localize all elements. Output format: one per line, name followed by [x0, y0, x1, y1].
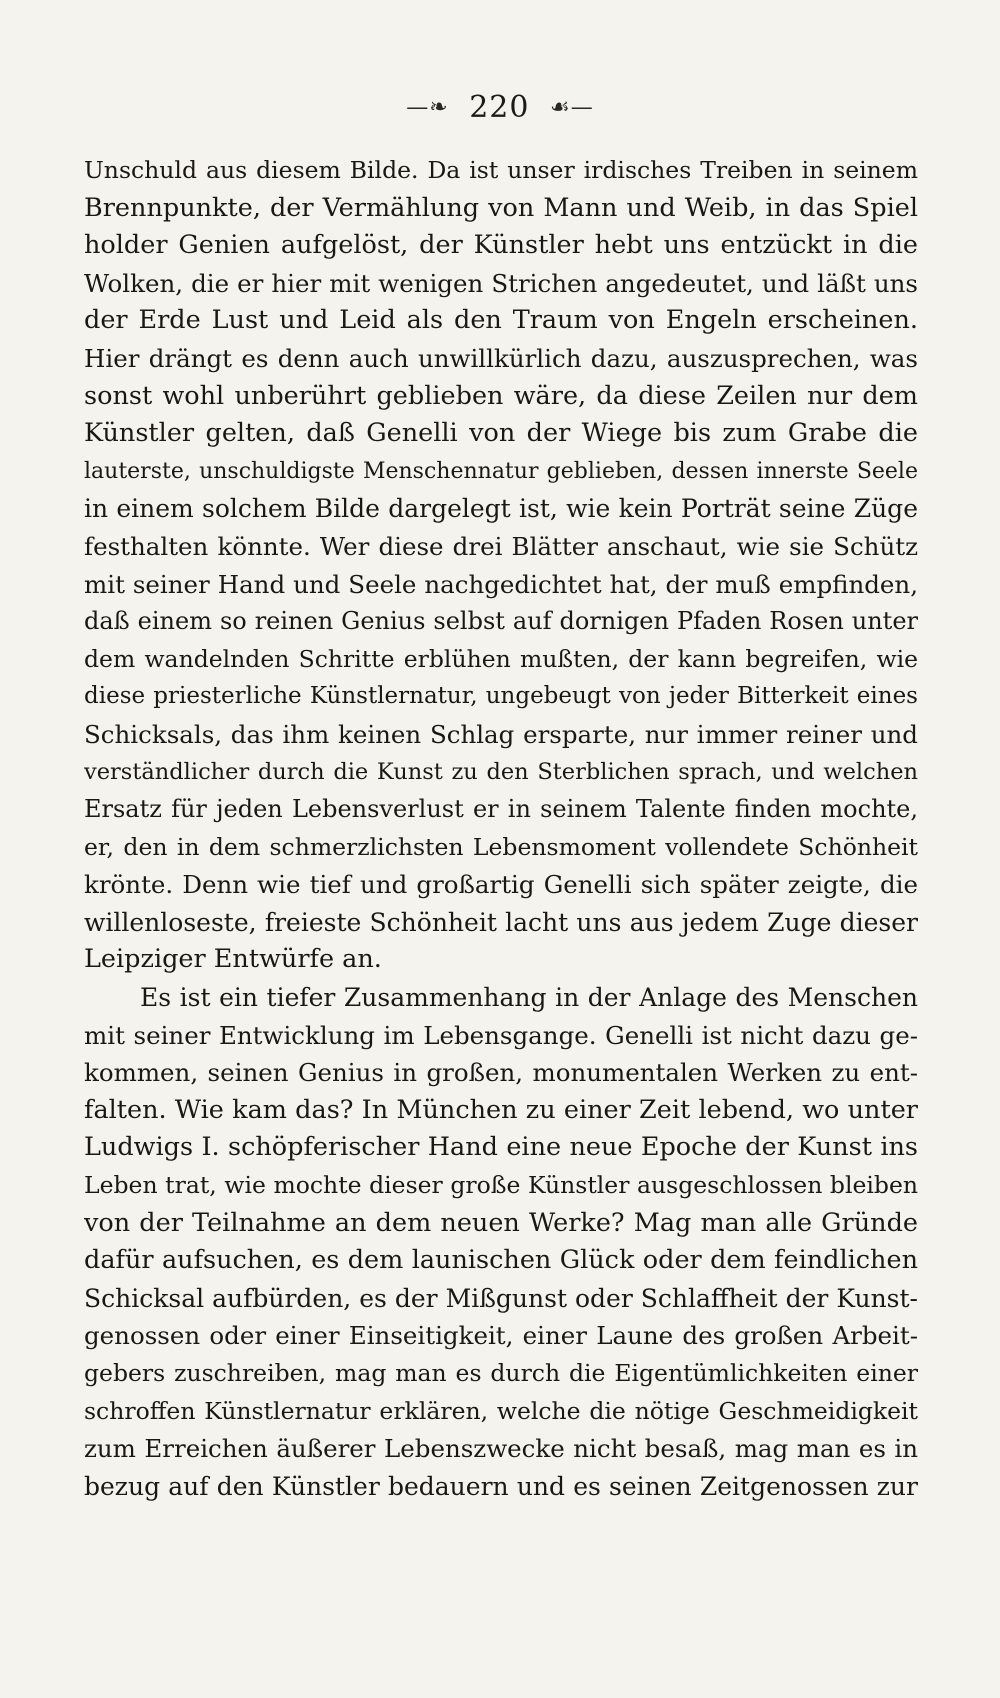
text-line: gebers zuschreiben, mag man es durch die Eigentümlichkeiten einer [84, 1359, 918, 1387]
body-text [84, 152, 918, 1505]
text-line: diese priesterliche Künstlernatur, ungebeugt von jeder Bitterkeit eines [84, 683, 918, 710]
ornament-left-icon: —❧ [406, 94, 449, 120]
text-line: verständlicher durch die Kunst zu den Sterblichen sprach, und welchen [84, 758, 918, 785]
text-line: bezug auf den Künstler bedauern und es seinen Zeitgenossen zur [84, 1471, 918, 1501]
text-line: Leipziger Entwürfe an. [84, 944, 382, 975]
text-line: willenloseste, freieste Schönheit lacht uns aus jedem Zuge dieser [84, 907, 918, 937]
text-line: holder Genien aufgelöst, der Künstler hebt uns entzückt in die [84, 230, 918, 261]
text-line: Leben trat, wie mochte dieser große Künstler ausgeschlossen bleiben [84, 1171, 918, 1200]
text-line: mit seiner Entwicklung im Lebensgange. Genelli ist nicht dazu ge- [84, 1020, 918, 1050]
text-line: er, den in dem schmerzlichsten Lebensmoment vollendete Schönheit [84, 832, 918, 861]
text-line: zum Erreichen äußerer Lebenszwecke nicht besaß, mag man es in [84, 1434, 918, 1464]
text-line: schroffen Künstlernatur erklären, welche die nötige Geschmeidigkeit [84, 1396, 918, 1425]
text-line: der Erde Lust und Leid als den Traum von Engeln erscheinen. [84, 305, 918, 336]
text-line: Unschuld aus diesem Bilde. Da ist unser irdisches Treiben in seinem [84, 156, 918, 184]
text-line: dafür aufsuchen, es dem launischen Glück oder dem feindlichen [84, 1245, 918, 1276]
ornament-right-icon: ☙— [550, 94, 594, 120]
text-line: mit seiner Hand und Seele nachgedichtet hat, der muß empfinden, [84, 569, 918, 599]
text-line: kommen, seinen Genius in großen, monumentalen Werken zu ent- [84, 1058, 918, 1088]
text-line: genossen oder einer Einseitigkeit, einer Laune des großen Arbeit- [84, 1321, 918, 1351]
text-line: Brennpunkte, der Vermählung von Mann und Weib, in das Spiel [84, 192, 918, 223]
text-line: Ludwigs I. schöpferischer Hand eine neue Epoche der Kunst ins [84, 1132, 918, 1163]
text-line: krönte. Denn wie tief und großartig Genelli sich später zeigte, die [84, 870, 918, 900]
text-line: Schicksals, das ihm keinen Schlag ersparte, nur immer reiner und [84, 719, 918, 749]
text-line: dem wandelnden Schritte erblühen mußten, der kann begreifen, wie [84, 644, 918, 673]
text-line: lauterste, unschuldigste Menschennatur geblieben, dessen innerste Seele [84, 458, 918, 484]
text-line: Es ist ein tiefer Zusammenhang in der Anlage des Menschen [140, 983, 918, 1013]
text-line: festhalten könnte. Wer diese drei Blätter anschaut, wie sie Schütz [84, 531, 918, 561]
text-line: von der Teilnahme an dem neuen Werke? Mag man alle Gründe [84, 1207, 918, 1238]
text-line: Wolken, die er hier mit wenigen Strichen angedeutet, und läßt uns [84, 268, 918, 298]
text-line: sonst wohl unberührt geblieben wäre, da diese Zeilen nur dem [84, 380, 918, 411]
text-line: Künstler gelten, daß Genelli von der Wiege bis zum Grabe die [84, 418, 918, 449]
text-line: Schicksal aufbürden, es der Mißgunst oder Schlaffheit der Kunst- [84, 1283, 918, 1313]
text-line: daß einem so reinen Genius selbst auf dornigen Pfaden Rosen unter [84, 607, 918, 636]
page-header [0, 88, 1000, 125]
text-line: Ersatz für jeden Lebensverlust er in seinem Talente finden mochte, [84, 795, 918, 824]
text-line: Hier drängt es denn auch unwillkürlich dazu, auszusprechen, was [84, 343, 918, 373]
text-line: in einem solchem Bilde dargelegt ist, wie kein Porträt seine Züge [84, 494, 918, 524]
page-number: 220 [469, 89, 530, 125]
text-line: falten. Wie kam das? In München zu einer Zeit lebend, wo unter [84, 1094, 918, 1125]
